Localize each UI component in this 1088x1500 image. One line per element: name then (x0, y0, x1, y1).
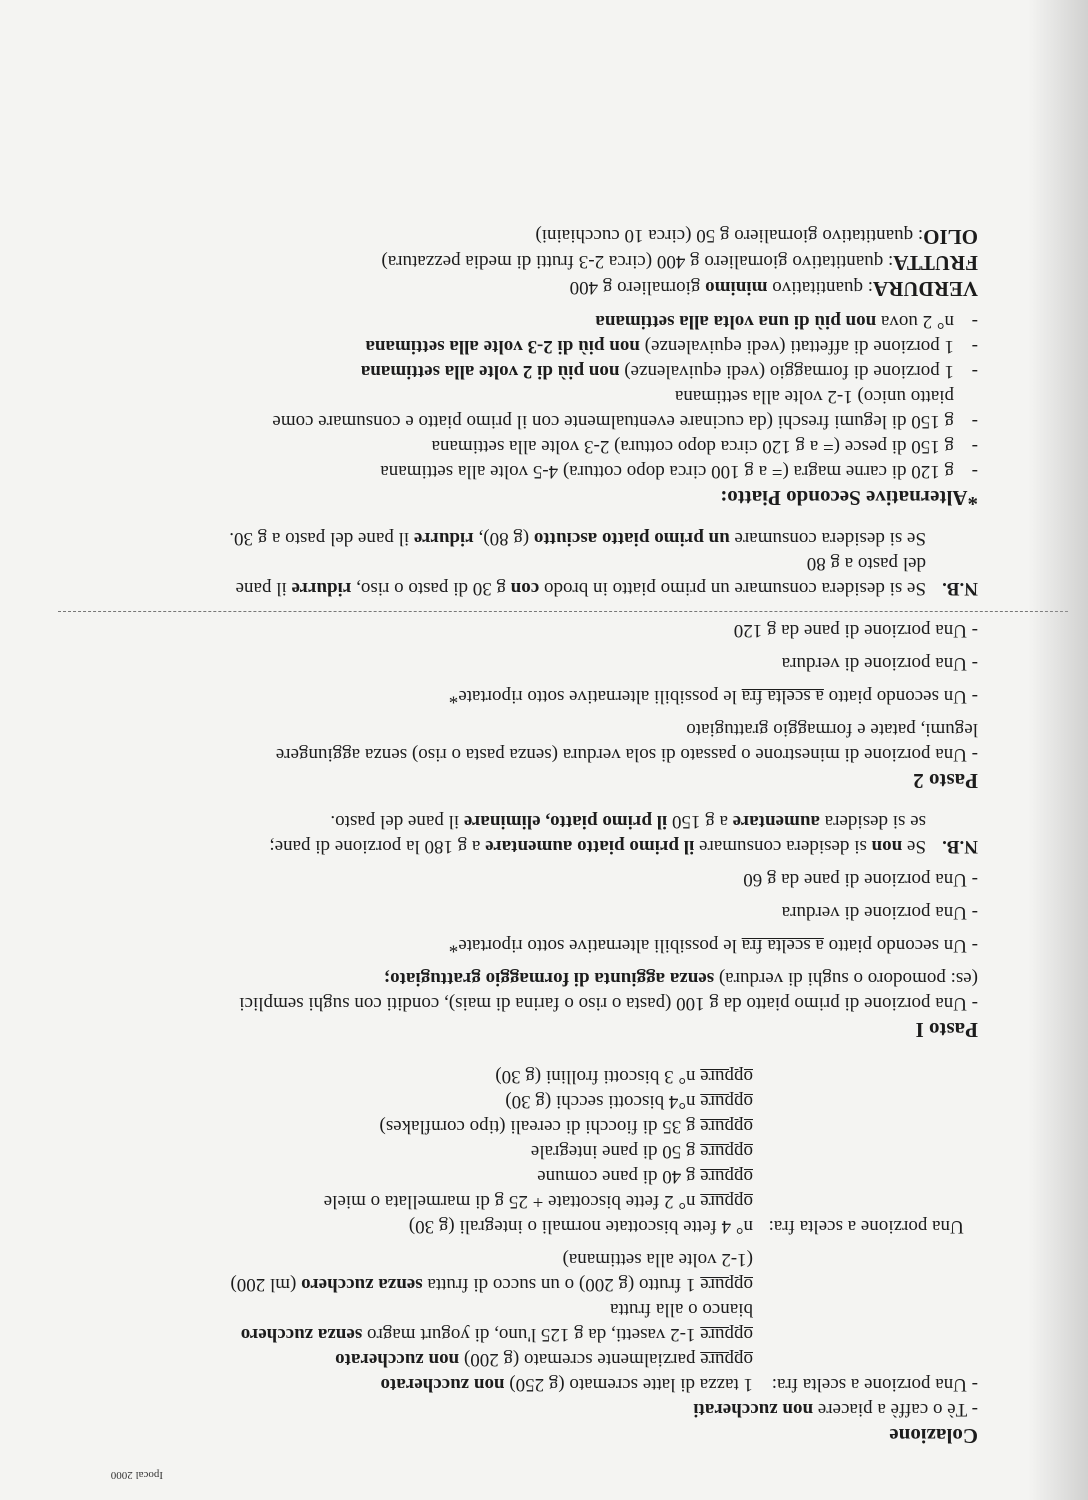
frutta-line: FRUTTA: quantitativo giornaliero g 400 (circa 2-3 frutti di media pezzatura) (381, 251, 978, 275)
colazione-choice-1: - Una porzione a scelta fra: 1 tazza di latte scremato (g 250) non zuccherato oppure parzialmente scremato (g 200) non zuccherato oppure 1-2 vasetti, da g 125 l'uno, di yogurt magro senza zucchero bianco o alla frutta oppure 1 frutto (g 200) o un succo di frutta senza zucchero (ml 200) (1-2 volte alla settimana) (230, 1249, 978, 1395)
divider (58, 611, 1068, 612)
pasto1-note: N.B. Se non si desidera consumare il primo piatto aumentare a g 180 la porzione di pane; se si desidera aumentare a g 150 il primo piatto, eliminare il pane del pasto. (269, 811, 978, 857)
olio-line: OLIO: quantitativo giornaliero g 50 (circa 10 cucchiaini) (535, 225, 978, 249)
pasto2-title: Pasto 2 (913, 769, 978, 793)
alternative-title: *Alternative Secondo Piatto: (720, 486, 978, 510)
list-item: - g 150 di pesce (= a g 120 circa dopo cottura) 2-3 volte alla settimana (431, 436, 978, 457)
list-item: - 1 porzione di affettati (vedi equivalenze) non più di 2-3 volte alla settimana (365, 336, 978, 357)
list-item: - n° 2 uova non più di una volta alla settimana (595, 311, 978, 332)
choice-label: - Una porzione a scelta fra: (771, 1374, 978, 1395)
list-item: - 1 porzione di formaggio (vedi equivalenze) non più di 2 volte alla settimana (360, 361, 978, 382)
list-item: - g 150 di legumi freschi (da cucinare eventualmente con il primo piatto e consumare come piatto unico) 1-2 volte alla settimana (272, 386, 978, 432)
list-item: oppure g 35 di fiocchi di cereali (tipo cornflakes) (379, 1116, 753, 1137)
list-item: oppure n° 3 biscotti frollini (g 30) (495, 1066, 753, 1087)
list-item: oppure n°4 biscotti secchi (g 30) (505, 1091, 753, 1112)
colazione-choice-2: Una porzione a scelta fra: n° 4 fette biscottate normali o integrali (g 30) oppure n° 2 fette biscottate + 25 g di marmellata o miele oppure g 40 di pane comune oppure g 50 di pane integrale oppure g 35 di fiocchi di cereali (tipo cornflakes) oppure n°4 biscotti secchi (g 30) oppure n° 3 biscotti frollini (g 30) (38, 1064, 978, 1239)
list-item: oppure g 40 di pane comune (537, 1166, 753, 1187)
pasto2-note: N.B. Se si desidera consumare un primo piatto in brodo con g 30 di pasto o riso, ridurre il pane del pasto a g 80 Se si desidera consumare un primo piatto asciutto (g 80), ridurre il pane del pasto a g 30. (229, 528, 978, 599)
colazione-title: Colazione (889, 1424, 978, 1448)
list-item: oppure n° 2 fette biscottate + 25 g di marmellata o miele (323, 1191, 753, 1212)
list-item: oppure g 50 di pane integrale (530, 1141, 753, 1162)
list-item: - g 120 di carne magra (= a g 100 circa dopo cottura) 4-5 volte alla settimana (380, 461, 978, 482)
colazione-line-1: - Tè o caffè a piacere non zuccherati (693, 1399, 978, 1420)
diet-sheet: Colazione - Tè o caffè a piacere non zuccherati - Una porzione a scelta fra: 1 tazza di latte scremato (g 250) non zuccherato oppure parzialmente scremato (g 200) non zuccherato oppure 1-2 vasetti, da g 125 l'uno, di yogurt magro senza zucchero bianco o alla frutta oppure 1 frutto (g 200) o un succo di frutta senza zucchero (ml 200) (1-2 volte alla settimana) Una porzione a scelta fra: n° 4 fette biscottate normali o integrali (g 30) oppure n° 2 fette biscottate + 25 g di marmellata o miele oppure g 40 di pane comune oppure g 50 di pane integrale oppure g 35 di fiocchi di cereali (tipo cornflakes) oppure n°4 biscotti secchi (g 30) oppure n° 3 biscotti frollini (g 30) Pasto I - Una porzione di primo piatto da g 100 (pasta o riso o farina di mais), conditi con sughi semplici (es: pomodoro o sughi di verdura) senza aggiunta di formaggio grattugiato; - Un secondo piatto a scelta fra le possibili alternative sotto riportate* - Una porzione di verdura - Una porzione di pane da g 60 N.B. Se non si desidera consumare il primo piatto aumentare a g 180 la porzione di pane; se si desidera aumentare a g 150 il primo piatto, eliminare il pane del pasto. Pasto 2 - Una porzione di minestrone o passato di sola verdura (senza pasta o riso) senza aggiungere legumi, patate e formaggio grattugiato - Un secondo piatto a scelta fra le possibili alternative sotto riportate* - Una porzione di verdura - Una porzione di pane da g 120 N.B. Se si desidera consumare un primo piatto in brodo con g 30 di pasto o riso, ridurre il pane del pasto a g 80 Se si desidera consumare un primo piatto asciutto (g 80), ridurre il pane del pasto a g 30. *Alternative Secondo Piatto: - g 120 di carne magra (= a g 100 circa dopo cottura) 4-5 volte alla settimana - g 150 di pesce (= a g 120 circa dopo cottura) 2-3 volte alla settimana - g 150 di legumi freschi (da cucinare eventualmente con il primo piatto e consumare come piatto unico) 1-2 volte alla settimana - 1 porzione di formaggio (vedi equivalenze) non più di 2 volte alla settimana - 1 porzione di affettati (vedi equivalenze) non più di 2-3 volte alla settimana - n° 2 uova non più di una volta alla settimana VERDURA: quantitativo minimo giornaliero g 400 FRUTTA: quantitativo giornaliero g 400 (circa 2-3 frutti di media pezzatura) OLIO: quantitativo giornaliero g 50 (circa 10 cucchiaini) (38, 223, 978, 1450)
choice-label: Una porzione a scelta fra: (768, 1216, 964, 1237)
header-note: Ipocal 2000 (110, 1469, 163, 1481)
pasto1-title: Pasto I (915, 1018, 978, 1042)
verdura-line: VERDURA: quantitativo minimo giornaliero g 400 (569, 277, 978, 301)
